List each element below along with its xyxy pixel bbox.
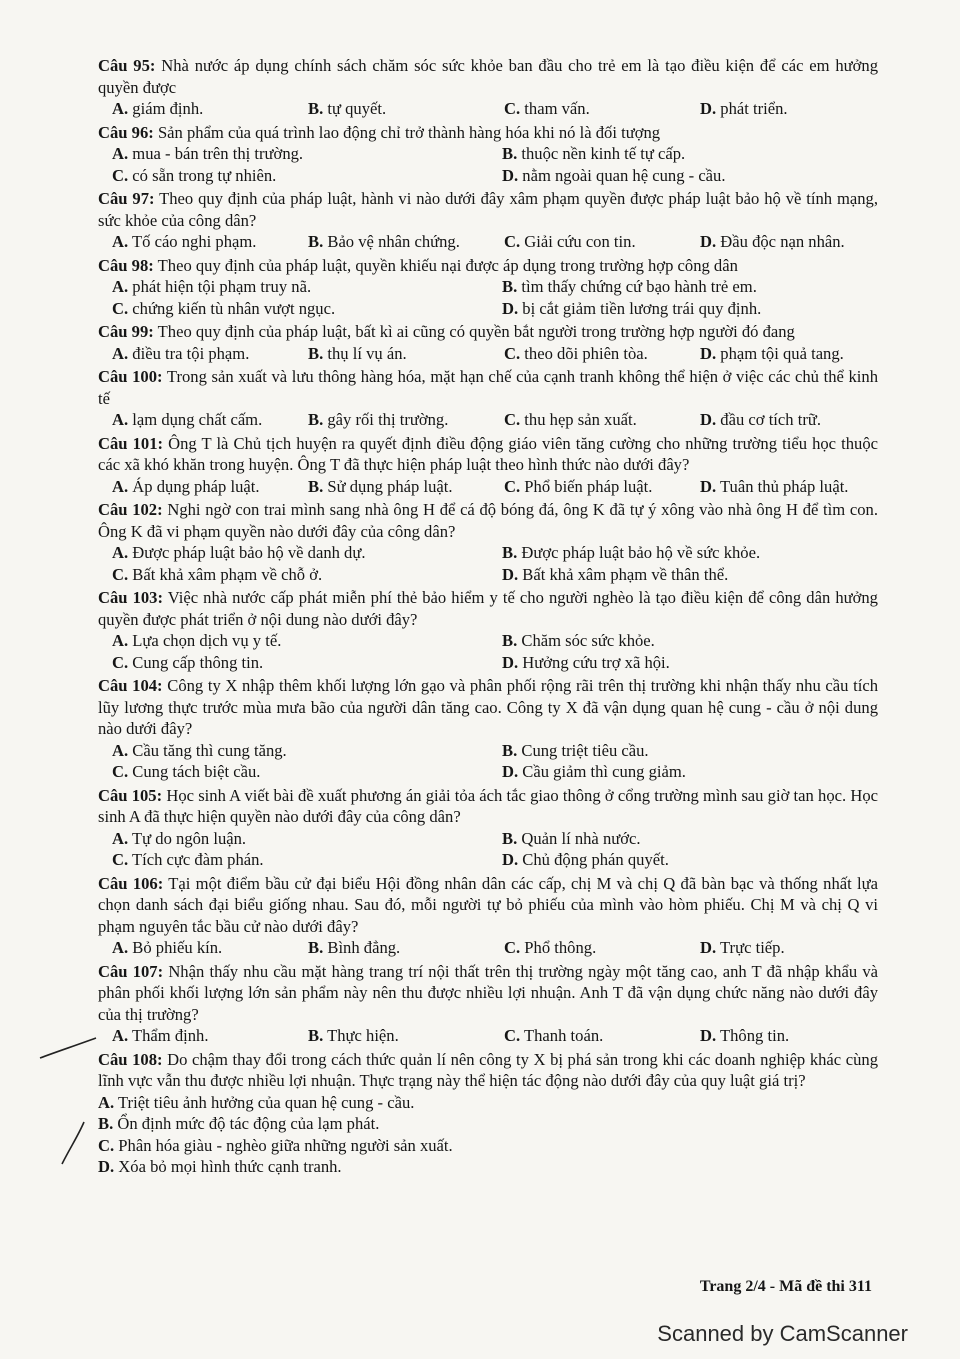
question-stem <box>98 321 878 343</box>
option-letter: C. <box>504 938 521 957</box>
question-text: Việc nhà nước cấp phát miễn phí thẻ bảo hiểm y tế cho người nghèo là tạo điều kiện để công dân hưởng quyền được phát triển ở nội dung nào dưới đây? <box>98 588 878 629</box>
question-number: Câu 104: <box>98 676 163 695</box>
answer-option <box>98 1156 878 1178</box>
answer-option <box>700 937 878 959</box>
option-text: gây rối thị trường. <box>327 410 449 429</box>
question-number: Câu 95: <box>98 56 156 75</box>
answer-option <box>112 828 502 850</box>
option-letter: C. <box>112 850 129 869</box>
question <box>98 675 878 783</box>
option-letter: A. <box>112 938 129 957</box>
option-letter: B. <box>502 277 518 296</box>
option-letter: B. <box>308 343 324 363</box>
option-text: lạm dụng chất cấm. <box>132 410 263 429</box>
option-letter: C. <box>504 232 521 251</box>
answer-options <box>98 98 878 120</box>
question <box>98 188 878 253</box>
option-letter: B. <box>308 938 324 957</box>
option-letter: C. <box>504 476 521 496</box>
question-stem <box>98 366 878 409</box>
question-stem <box>98 785 878 828</box>
option-text: giám định. <box>132 99 204 118</box>
option-text: Phân hóa giàu - nghèo giữa những người sản xuất. <box>118 1135 453 1155</box>
option-text: Thẩm định. <box>132 1026 209 1045</box>
option-text: Bình đẳng. <box>327 938 401 957</box>
question-text: Sản phẩm của quá trình lao động chỉ trở thành hàng hóa khi nó là đối tượng <box>157 122 661 142</box>
question <box>98 499 878 585</box>
question-number: Câu 107: <box>98 961 164 981</box>
option-letter: A. <box>112 828 129 848</box>
option-text: chứng kiến tù nhân vượt ngục. <box>132 298 336 318</box>
scanner-watermark: Scanned by CamScanner <box>657 1321 908 1346</box>
answer-option <box>112 165 502 187</box>
question-text: Học sinh A viết bài đề xuất phương án giải tỏa ách tắc giao thông ở cổng trường mình sau giờ tan học. Học sinh A đã thực hiện quyền nào dưới đây của công dân? <box>98 785 879 826</box>
question-text: Ông T là Chủ tịch huyện ra quyết định điều động giáo viên tăng cường cho những trường tiểu học thuộc các xã khó khăn trong huyện. Ông T đã thực hiện pháp luật theo hình thức nào dưới đây? <box>98 433 879 474</box>
answer-option <box>112 143 502 165</box>
option-text: phát triển. <box>720 99 788 118</box>
question-text: Công ty X nhập thêm khối lượng lớn gạo và phân phối rộng rãi trên thị trường khi nhận thấy nhu cầu tích lũy lương thực trước mùa mưa bão của người dân tăng cao. Công ty X đã vận dụng quan hệ cung - cầu ở nội dung nào dưới đây? <box>98 676 878 738</box>
question-number: Câu 105: <box>98 785 163 805</box>
answer-option <box>112 652 502 674</box>
option-text: nằm ngoài quan hệ cung - cầu. <box>522 165 726 185</box>
question-number: Câu 97: <box>98 189 155 208</box>
option-letter: D. <box>700 232 717 251</box>
pen-mark <box>38 1028 98 1068</box>
option-letter: D. <box>700 938 717 957</box>
question-number: Câu 106: <box>98 873 164 893</box>
answer-options <box>98 542 878 585</box>
option-text: Chăm sóc sức khỏe. <box>521 631 655 650</box>
option-text: Chủ động phán quyết. <box>522 850 669 869</box>
question-text: Trong sản xuất và lưu thông hàng hóa, mặt hạn chế của cạnh tranh không thể hiện ở việc các chủ thể kinh tế <box>98 367 879 408</box>
question-stem <box>98 499 878 542</box>
answer-options <box>98 343 878 365</box>
option-text: Bảo vệ nhân chứng. <box>327 232 460 251</box>
option-text: Cung cấp thông tin. <box>132 652 264 672</box>
pen-mark <box>58 1118 88 1168</box>
option-letter: A. <box>112 277 129 296</box>
question <box>98 873 878 959</box>
answer-options <box>98 409 878 431</box>
answer-option <box>112 231 308 253</box>
question-text: Nhận thấy nhu cầu mặt hàng trang trí nội thất trên thị trường ngày một tăng cao, anh T đã nhập khẩu và phân phối khối lượng lớn sản phẩm này nên thu được nhiều lợi nhuận. Anh T đã vận dụng chức năng nào dưới đây của thị trường? <box>98 961 878 1024</box>
answer-option <box>98 1113 878 1135</box>
option-letter: D. <box>700 343 717 363</box>
answer-options <box>98 231 878 253</box>
option-text: tìm thấy chứng cứ bạo hành trẻ em. <box>521 277 757 296</box>
question-number: Câu 103: <box>98 588 163 607</box>
option-text: Tích cực đàm phán. <box>132 850 264 869</box>
option-letter: B. <box>308 476 324 496</box>
option-letter: B. <box>502 828 518 848</box>
option-text: thu hẹp sản xuất. <box>524 410 637 429</box>
option-letter: B. <box>502 740 518 760</box>
question-text: Tại một điểm bầu cử đại biểu Hội đồng nhân dân các cấp, chị M và chị Q đã bàn bạc và thống nhất lựa chọn danh sách đại biểu giống nhau. Sau đó, mỗi người tự bỏ phiếu của mình vào hòm phiếu. Chị M và chị Q vi phạm nguyên tắc bầu cử nào dưới đây? <box>98 873 878 936</box>
question-stem <box>98 873 878 938</box>
answer-option <box>112 1025 308 1047</box>
answer-option <box>504 937 700 959</box>
option-letter: D. <box>502 762 519 781</box>
answer-option <box>504 98 700 120</box>
answer-option <box>502 630 878 652</box>
option-letter: C. <box>504 410 521 429</box>
question-text: Nhà nước áp dụng chính sách chăm sóc sức khỏe ban đầu cho trẻ em là tạo điều kiện để các em hưởng quyền được <box>98 56 878 97</box>
answer-options <box>98 1092 878 1178</box>
option-text: Phổ biến pháp luật. <box>524 476 653 496</box>
option-letter: D. <box>502 165 519 185</box>
answer-option <box>112 298 502 320</box>
question <box>98 961 878 1047</box>
question <box>98 785 878 871</box>
question-text: Theo quy định của pháp luật, hành vi nào dưới đây xâm phạm quyền được pháp luật bảo hộ về tính mạng, sức khỏe của công dân? <box>98 189 878 230</box>
question <box>98 255 878 320</box>
answer-option <box>112 564 502 586</box>
option-text: Ổn định mức độ tác động của lạm phát. <box>117 1114 380 1133</box>
option-letter: A. <box>112 476 129 496</box>
option-letter: D. <box>98 1157 115 1176</box>
answer-option <box>308 476 504 498</box>
answer-option <box>502 652 878 674</box>
answer-option <box>308 409 504 431</box>
option-letter: D. <box>502 652 519 672</box>
option-text: Được pháp luật bảo hộ về danh dự. <box>132 543 366 562</box>
answer-option <box>308 937 504 959</box>
answer-option <box>98 1135 878 1157</box>
answer-option <box>502 564 878 586</box>
option-letter: D. <box>700 99 717 118</box>
answer-option <box>112 343 308 365</box>
option-text: Tự do ngôn luận. <box>132 828 247 848</box>
option-letter: C. <box>112 652 129 672</box>
answer-option <box>112 740 502 762</box>
option-letter: C. <box>504 343 521 363</box>
answer-option <box>112 276 502 298</box>
question <box>98 122 878 187</box>
option-text: Cầu giảm thì cung giảm. <box>522 762 686 781</box>
option-text: Bất khả xâm phạm về chỗ ở. <box>132 564 323 584</box>
answer-options <box>98 476 878 498</box>
option-letter: C. <box>504 1026 521 1045</box>
question <box>98 55 878 120</box>
option-text: mua - bán trên thị trường. <box>132 144 304 163</box>
option-text: Bất khả xâm phạm về thân thể. <box>522 564 729 584</box>
answer-option <box>112 409 308 431</box>
question-stem <box>98 55 878 98</box>
page-footer: Trang 2/4 - Mã đề thi 311 <box>699 1278 872 1295</box>
question-number: Câu 101: <box>98 433 164 453</box>
answer-option <box>502 542 878 564</box>
answer-option <box>504 1025 700 1047</box>
answer-option <box>502 298 878 320</box>
answer-option <box>504 231 700 253</box>
option-text: đầu cơ tích trữ. <box>720 410 822 429</box>
answer-option <box>308 98 504 120</box>
question-text: Theo quy định của pháp luật, bất kì ai cũng có quyền bắt người trong trường hợp người đó đang <box>157 322 795 341</box>
answer-options <box>98 276 878 319</box>
option-letter: A. <box>112 543 129 562</box>
answer-option <box>112 630 502 652</box>
answer-option <box>504 409 700 431</box>
answer-option <box>700 1025 878 1047</box>
answer-option <box>700 231 878 253</box>
answer-option <box>502 761 878 783</box>
answer-option <box>112 542 502 564</box>
option-text: Giải cứu con tin. <box>524 232 636 251</box>
option-text: Triệt tiêu ảnh hưởng của quan hệ cung - cầu. <box>118 1092 415 1112</box>
answer-option <box>308 231 504 253</box>
option-text: Thanh toán. <box>524 1026 604 1045</box>
answer-option <box>504 476 700 498</box>
option-letter: B. <box>98 1114 114 1133</box>
question <box>98 587 878 673</box>
option-text: Hưởng cứu trợ xã hội. <box>522 652 670 672</box>
answer-option <box>112 98 308 120</box>
question-number: Câu 96: <box>98 122 154 142</box>
question-stem <box>98 587 878 630</box>
question-text: Theo quy định của pháp luật, quyền khiếu nại được áp dụng trong trường hợp công dân <box>157 255 738 275</box>
option-letter: A. <box>98 1092 115 1112</box>
option-letter: A. <box>112 1026 129 1045</box>
answer-option <box>308 343 504 365</box>
option-letter: C. <box>504 99 521 118</box>
option-text: thụ lí vụ án. <box>327 343 407 363</box>
answer-option <box>700 98 878 120</box>
option-letter: C. <box>98 1135 115 1155</box>
answer-option <box>308 1025 504 1047</box>
option-text: Lựa chọn dịch vụ y tế. <box>132 631 282 650</box>
option-letter: A. <box>112 99 129 118</box>
question-stem <box>98 1049 878 1092</box>
answer-option <box>112 937 308 959</box>
question-stem <box>98 122 878 144</box>
answer-option <box>98 1092 878 1114</box>
option-letter: C. <box>112 298 129 318</box>
option-letter: D. <box>502 564 519 584</box>
option-text: có sẵn trong tự nhiên. <box>132 165 277 185</box>
option-text: Cung triệt tiêu cầu. <box>521 740 649 760</box>
option-text: Cầu tăng thì cung tăng. <box>132 740 287 760</box>
option-letter: B. <box>308 232 324 251</box>
answer-option <box>112 761 502 783</box>
option-letter: B. <box>308 410 324 429</box>
answer-options <box>98 937 878 959</box>
option-text: theo dõi phiên tòa. <box>524 343 648 363</box>
option-letter: A. <box>112 740 129 760</box>
option-letter: D. <box>700 410 717 429</box>
question-stem <box>98 433 878 476</box>
option-letter: D. <box>502 298 519 318</box>
answer-option <box>112 849 502 871</box>
answer-options <box>98 143 878 186</box>
option-letter: B. <box>502 631 518 650</box>
answer-option <box>700 476 878 498</box>
question <box>98 321 878 364</box>
option-text: phát hiện tội phạm truy nã. <box>132 277 312 296</box>
option-text: bị cắt giảm tiền lương trái quy định. <box>522 298 762 318</box>
question-number: Câu 99: <box>98 322 154 341</box>
option-text: Sử dụng pháp luật. <box>327 476 453 496</box>
question-stem <box>98 675 878 740</box>
option-text: Đầu độc nạn nhân. <box>720 232 845 251</box>
answer-option <box>502 165 878 187</box>
option-text: Được pháp luật bảo hộ về sức khỏe. <box>521 543 761 562</box>
option-letter: A. <box>112 410 129 429</box>
question-stem <box>98 188 878 231</box>
option-letter: A. <box>112 631 129 650</box>
option-letter: B. <box>502 144 518 163</box>
answer-option <box>502 849 878 871</box>
option-letter: B. <box>308 99 324 118</box>
option-text: Cung tách biệt cầu. <box>132 762 261 781</box>
option-text: thuộc nền kinh tế tự cấp. <box>521 144 686 163</box>
question <box>98 1049 878 1178</box>
option-letter: A. <box>112 343 129 363</box>
option-text: Xóa bỏ mọi hình thức cạnh tranh. <box>118 1157 342 1176</box>
question-stem <box>98 255 878 277</box>
question-stem <box>98 961 878 1026</box>
option-text: tự quyết. <box>327 99 387 118</box>
option-letter: B. <box>502 543 518 562</box>
option-letter: C. <box>112 564 129 584</box>
option-text: Thông tin. <box>720 1026 790 1045</box>
option-text: Tuân thủ pháp luật. <box>720 476 849 496</box>
answer-option <box>700 409 878 431</box>
option-text: Tố cáo nghi phạm. <box>132 232 257 251</box>
option-text: Quản lí nhà nước. <box>521 828 641 848</box>
question <box>98 433 878 498</box>
question-number: Câu 102: <box>98 500 163 519</box>
question-number: Câu 98: <box>98 255 154 275</box>
option-text: Phổ thông. <box>524 938 597 957</box>
answer-option <box>502 276 878 298</box>
option-letter: D. <box>700 1026 717 1045</box>
question-number: Câu 108: <box>98 1049 163 1069</box>
option-letter: B. <box>308 1026 324 1045</box>
option-text: Thực hiện. <box>327 1026 399 1045</box>
option-text: Áp dụng pháp luật. <box>132 476 260 496</box>
answer-option <box>502 740 878 762</box>
option-letter: C. <box>112 762 129 781</box>
option-letter: A. <box>112 232 129 251</box>
question-number: Câu 100: <box>98 367 163 386</box>
option-text: Bỏ phiếu kín. <box>132 938 223 957</box>
option-letter: D. <box>502 850 519 869</box>
question-list <box>98 55 878 1178</box>
option-text: Trực tiếp. <box>720 938 785 957</box>
answer-option <box>112 476 308 498</box>
answer-options <box>98 1025 878 1047</box>
question <box>98 366 878 431</box>
answer-option <box>504 343 700 365</box>
answer-options <box>98 828 878 871</box>
answer-option <box>502 828 878 850</box>
option-text: điều tra tội phạm. <box>132 343 250 363</box>
option-text: phạm tội quả tang. <box>720 343 844 363</box>
answer-option <box>502 143 878 165</box>
option-letter: C. <box>112 165 129 185</box>
answer-options <box>98 630 878 673</box>
answer-options <box>98 740 878 783</box>
option-text: tham vấn. <box>524 99 590 118</box>
option-letter: D. <box>700 476 717 496</box>
question-text: Nghi ngờ con trai mình sang nhà ông H để cá độ bóng đá, ông K đã tự ý xông vào nhà ông H để tìm con. Ông K đã vi phạm quyền nào dưới đây của công dân? <box>98 500 878 541</box>
option-letter: A. <box>112 144 129 163</box>
answer-option <box>700 343 878 365</box>
question-text: Do chậm thay đổi trong cách thức quản lí nên công ty X bị phá sản trong khi các doanh nghiệp khác cùng lĩnh vực vẫn thu được nhiều lợi nhuận. Thực trạng này thể hiện tác động nào dưới đây của quy luật giá trị? <box>98 1049 878 1090</box>
